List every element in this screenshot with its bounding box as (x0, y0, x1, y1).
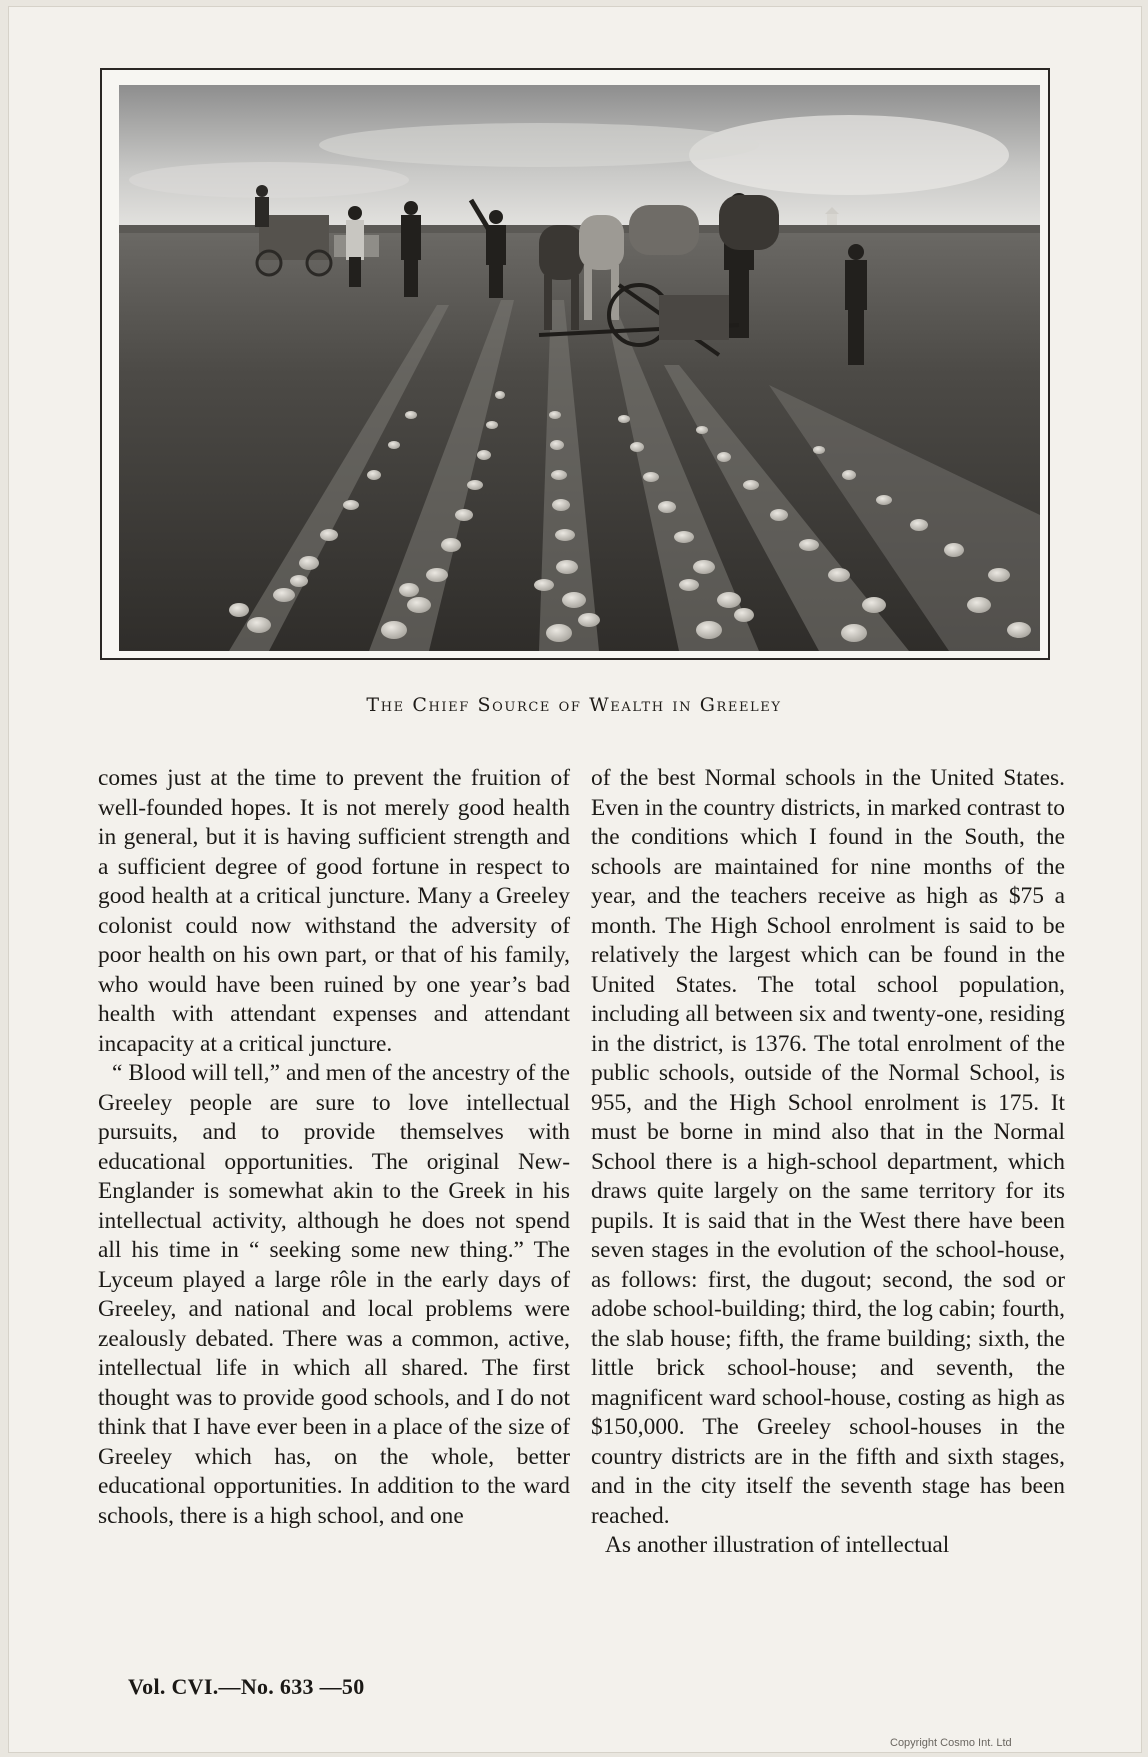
potato-harvest-photo (119, 85, 1040, 651)
copyright-watermark: Copyright Cosmo Int. Ltd (890, 1737, 1012, 1749)
left-column (98, 764, 570, 1531)
paragraph: As another illustration of intellectual (605, 1532, 950, 1558)
photo-caption: The Chief Source of Wealth in Greeley (366, 694, 782, 716)
photo-illustration (119, 85, 1040, 651)
right-column (591, 764, 1065, 1561)
paragraph: “ Blood will tell,” and men of the ancestry of the Greeley people are sure to love intellectual pursuits, and to provide themselves with educational opportunities. The original New-Englander is somewhat akin to the Greek in his intellectual activity, although he does not spend all his time in “ seeking some new thing.” The Lyceum played a large rôle in the early days of Greeley, and national and local problems were zealously debated. There was a common, active, intellectual life in which all shared. The first thought was to provide good schools, and I do not think that I have ever been in a place of the size of Greeley which has, on the whole, better educational opportunities. In addition to the ward schools, there is a high school, and one (98, 1060, 570, 1529)
page-folio: Vol. CVI.—No. 633 —50 (128, 1674, 365, 1699)
paragraph: of the best Normal schools in the United States. Even in the country districts, in marked contrast to the conditions which I found in the South, the schools are maintained for nine months of the year, and the teachers receive as high as $75 a month. The High School enrolment is said to be relatively the largest which can be found in the United States. The total school population, including all between six and twenty-one, residing in the district, is 1376. The total enrolment of the public schools, outside of the Normal School, is 955, and the High School enrolment is 175. It must be borne in mind also that in the Normal School there is a high-school department, which draws quite largely on the same territory for its pupils. It is said that in the West there have been seven stages in the evolution of the school-house, as follows: first, the dugout; second, the sod or adobe school-building; third, the log cabin; fourth, the slab house; fifth, the frame building; sixth, the little brick school-house; and seventh, the magnificent ward school-house, costing as high as $150,000. The Greeley school-houses in the country districts are in the fifth and sixth stages, and in the city itself the seventh stage has been reached. (591, 765, 1065, 1529)
paragraph: comes just at the time to prevent the fruition of well-founded hopes. It is not merely good health in general, but it is having sufficient strength and a sufficient degree of good fortune in respect to good health at a critical juncture. Many a Greeley colonist could now withstand the adversity of poor health on his own part, or that of his family, who would have been ruined by one year’s bad health with attendant expenses and attendant incapacity at a critical juncture. (98, 765, 570, 1057)
